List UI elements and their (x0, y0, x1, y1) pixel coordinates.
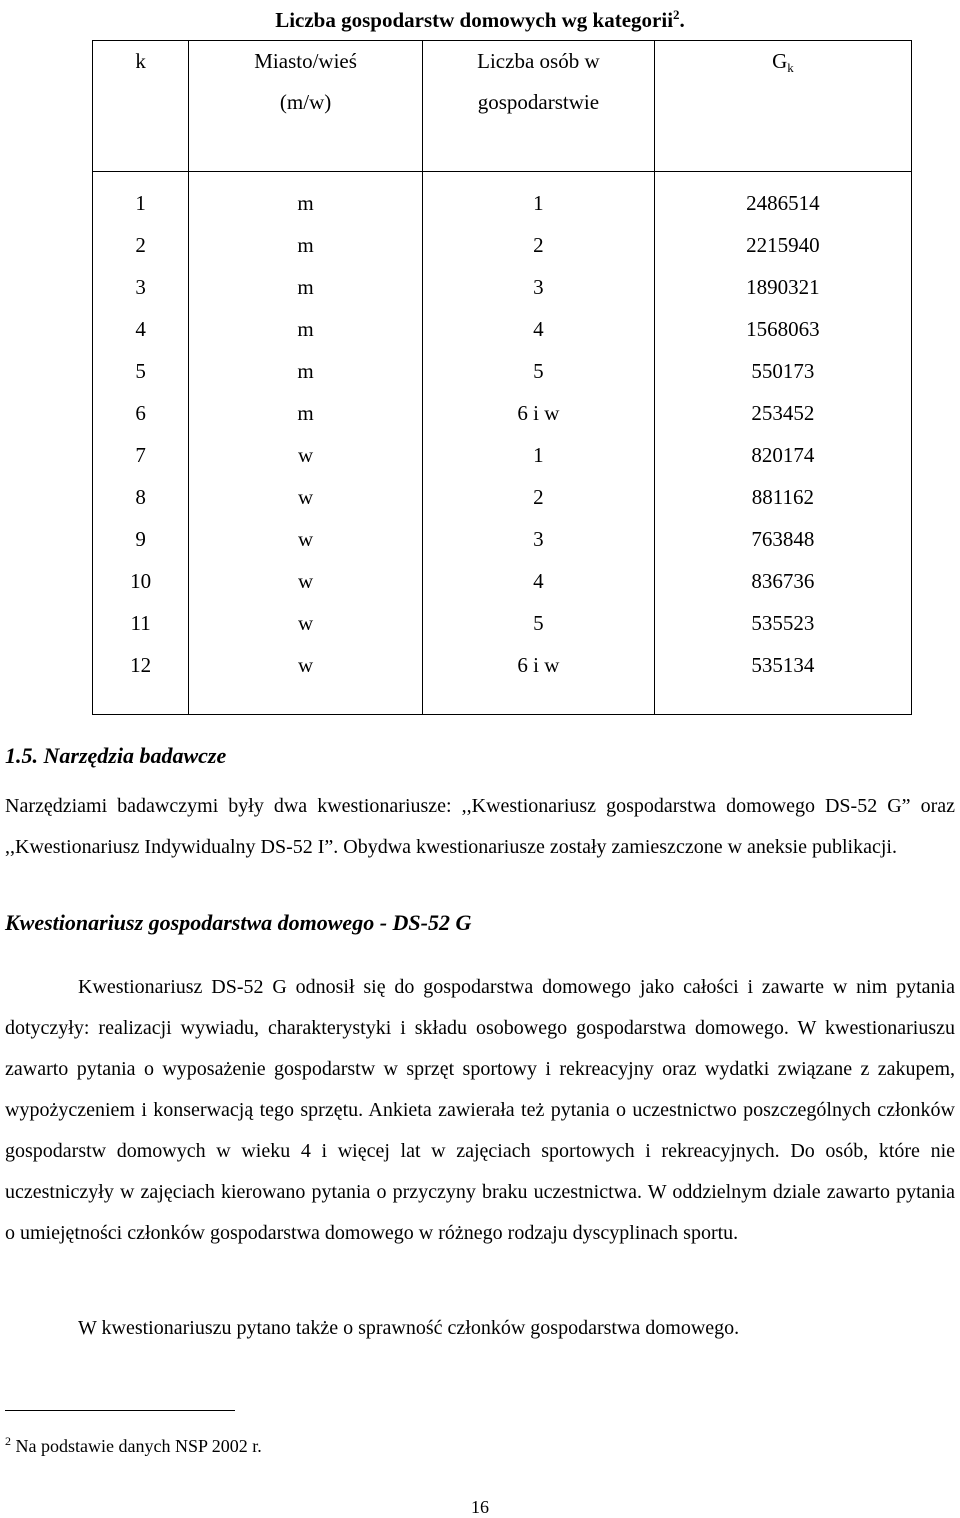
header-place: Miasto/wieś (m/w) (189, 41, 423, 172)
page-number: 16 (471, 1497, 489, 1517)
cell-place: w (189, 518, 423, 560)
table-row (93, 266, 912, 308)
cell-g: 2215940 (654, 224, 911, 266)
cell-persons: 5 (422, 350, 654, 392)
table-row (93, 350, 912, 392)
cell-place: w (189, 560, 423, 602)
cell-k: 1 (93, 172, 189, 225)
cell-place: m (189, 266, 423, 308)
footnote-text: Na podstawie danych NSP 2002 r. (11, 1436, 262, 1456)
cell-g: 1568063 (654, 308, 911, 350)
cell-place: m (189, 224, 423, 266)
header-g: $G_k$ (654, 41, 911, 172)
intro-paragraph: Narzędziami badawczymi były dwa kwestionariusze: ,,Kwestionariusz gospodarstwa domowego DS-52 G” oraz ,,Kwestionariusz Indywidualny DS-52 I”. Obydwa kwestionariusze zostały zamieszczone w aneksie publikacji. (5, 795, 955, 858)
cell-k: 2 (93, 224, 189, 266)
table-row (93, 224, 912, 266)
table-row (93, 308, 912, 350)
cell-g: 881162 (654, 476, 911, 518)
body-paragraph-2: W kwestionariuszu pytano także o sprawność członków gospodarstwa domowego. (78, 1317, 740, 1339)
cell-persons: 3 (422, 266, 654, 308)
cell-persons: 4 (422, 560, 654, 602)
cell-persons: 1 (422, 172, 654, 225)
cell-persons: 6 i w (422, 392, 654, 434)
footnote-number: 2 (5, 1434, 11, 1448)
cell-k: 10 (93, 560, 189, 602)
body-paragraph: Kwestionariusz DS-52 G odnosił się do gospodarstwa domowego jako całości i zawarte w nim pytania dotyczyły: realizacji wywiadu, charakterystyki i składu osobowego gospodarstwa domowego. W kwestionariuszu zawarto pytania o wyposażenie gospodarstw w sprzęt sportowy i rekreacyjny oraz wydatki związane z zakupem, wypożyczeniem i konserwacją tego sprzętu. Ankieta zawierała też pytania o uczestnictwo poszczególnych członków gospodarstw domowych w wieku 4 i więcej lat w zajęciach sportowych i rekreacyjnych. Do osób, które nie uczestniczyły w zajęciach kierowano pytania o przyczyny braku uczestnictwa. W oddzielnym dziale zawarto pytania o umiejętności członków gospodarstwa domowego w różnego rodzaju dyscyplinach sportu. (5, 976, 955, 1244)
table-row (93, 392, 912, 434)
cell-persons: 2 (422, 224, 654, 266)
cell-place: m (189, 350, 423, 392)
subsection-title: Kwestionariusz gospodarstwa domowego - DS-52 G (5, 910, 472, 935)
cell-place: w (189, 476, 423, 518)
footnote-ref: 2 (673, 7, 680, 22)
cell-k: 11 (93, 602, 189, 644)
cell-place: m (189, 392, 423, 434)
cell-place: w (189, 644, 423, 715)
table-row (93, 434, 912, 476)
section-title: 1.5. Narzędzia badawcze (5, 743, 227, 768)
cell-persons: 2 (422, 476, 654, 518)
households-table (92, 40, 912, 715)
cell-persons: 3 (422, 518, 654, 560)
cell-k: 3 (93, 266, 189, 308)
table-row (93, 644, 912, 715)
header-persons: Liczba osób w gospodarstwie (422, 41, 654, 172)
cell-persons: 6 i w (422, 644, 654, 715)
table-row (93, 602, 912, 644)
cell-place: m (189, 308, 423, 350)
cell-place: w (189, 602, 423, 644)
cell-place: m (189, 172, 423, 225)
cell-g: 253452 (654, 392, 911, 434)
table-row (93, 518, 912, 560)
header-k: k (93, 41, 189, 172)
footnote (5, 1434, 262, 1457)
cell-g: 2486514 (654, 172, 911, 225)
cell-g: 820174 (654, 434, 911, 476)
cell-k: 4 (93, 308, 189, 350)
table-header-row (93, 41, 912, 172)
cell-k: 12 (93, 644, 189, 715)
cell-g: 1890321 (654, 266, 911, 308)
table-row (93, 560, 912, 602)
cell-g: 535134 (654, 644, 911, 715)
footnote-divider (5, 1410, 235, 1411)
cell-g: 535523 (654, 602, 911, 644)
table-row (93, 172, 912, 225)
table-row (93, 476, 912, 518)
cell-place: w (189, 434, 423, 476)
cell-persons: 5 (422, 602, 654, 644)
cell-k: 8 (93, 476, 189, 518)
table-title: Liczba gospodarstw domowych wg kategorii$^2$. (275, 7, 685, 32)
cell-persons: 4 (422, 308, 654, 350)
cell-persons: 1 (422, 434, 654, 476)
cell-k: 6 (93, 392, 189, 434)
cell-k: 5 (93, 350, 189, 392)
cell-k: 9 (93, 518, 189, 560)
cell-g: 550173 (654, 350, 911, 392)
cell-g: 836736 (654, 560, 911, 602)
cell-k: 7 (93, 434, 189, 476)
cell-g: 763848 (654, 518, 911, 560)
